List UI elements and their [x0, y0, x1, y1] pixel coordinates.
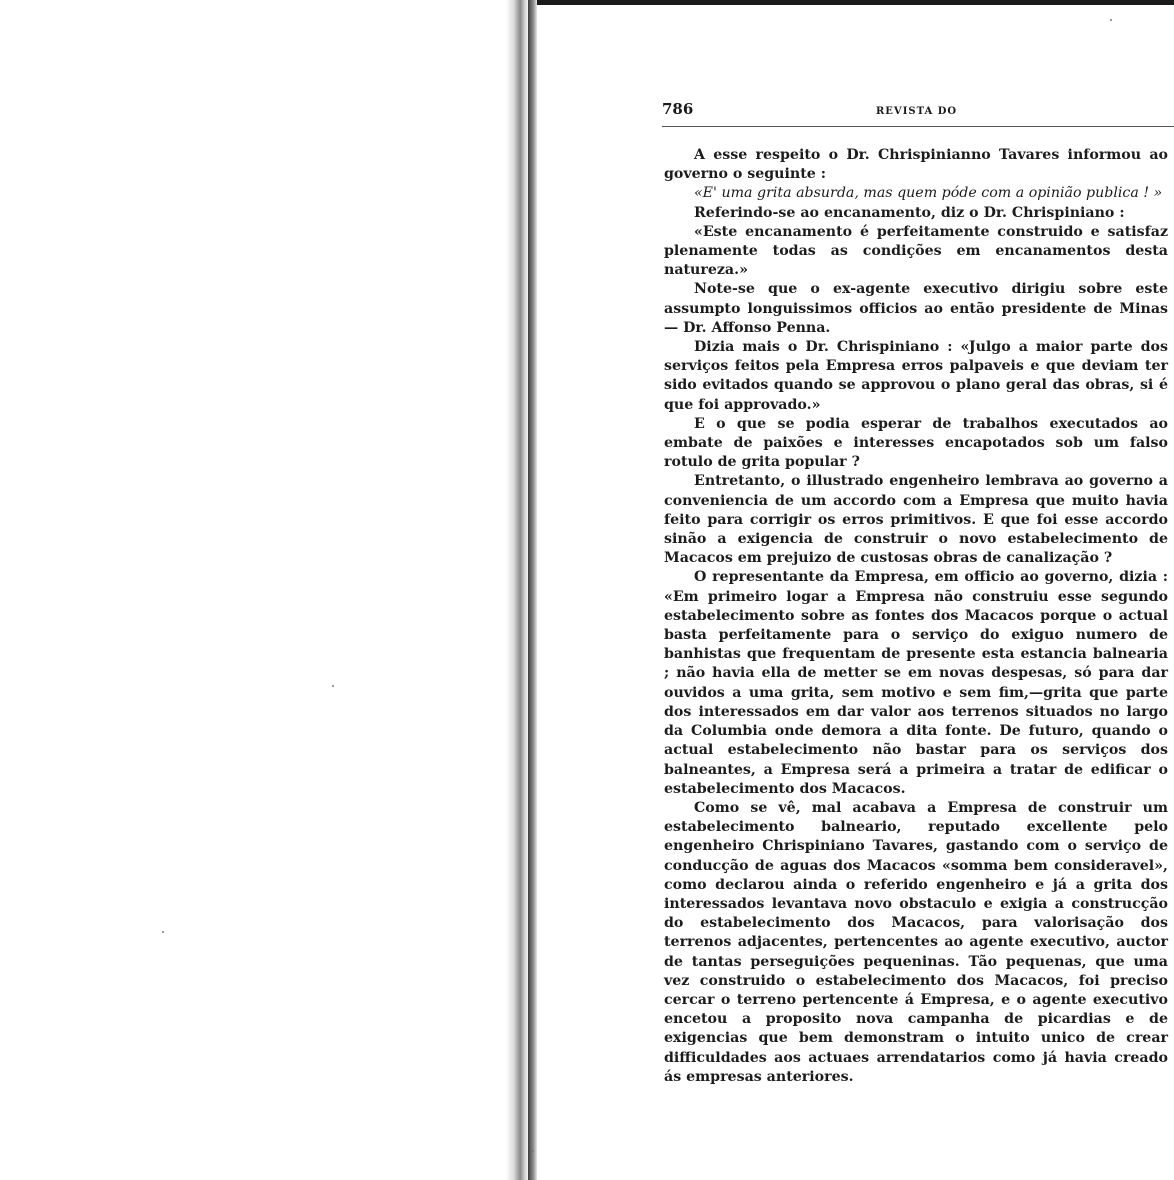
paragraph: Dizia mais o Dr. Chrispiniano : «Julgo a maior parte dos serviços feitos pela Empresa erros palpaveis e que deviam ter sido evitados quando se approvou o plano geral das obras, si é que foi approvado.» [664, 339, 1168, 413]
book-spine-shadow [506, 0, 528, 1180]
page-number: 786 [662, 100, 694, 118]
paragraph: Como se vê, mal acabava a Empresa de construir um estabelecimento balneario, reputado excellente pelo engenheiro Chrispiniano Tavares, gastando com o serviço de conducção de aguas dos Macacos «somma bem consideravel», como declarou ainda o referido engenheiro e já a grita dos interessados levantava novo obstaculo e exigia a construcção do estabelecimento dos Macacos, para valorisação dos terrenos adjacentes, pertencentes ao agente executivo, auctor de tantas perseguições pequeninas. Tão pequenas, que uma vez construido o estabelecimento dos Macacos, foi preciso cercar o terreno pertencente á Empresa, e o agente executivo encetou a proposito nova campanha de picardias e de exigencias que bem demonstram o intuito unico de crear difficuldades aos actuaes arrendatarios como já havia creado ás empresas anteriores. [664, 799, 1168, 1085]
running-title: REVISTA DO [876, 106, 958, 117]
scan-speck [162, 931, 164, 933]
header-rule [662, 126, 1174, 127]
paragraph: A esse respeito o Dr. Chrispinianno Tavares informou ao governo o seguinte : [664, 147, 1168, 183]
paragraph: «Este encanamento é perfeitamente construido e satisfaz plenamente todas as condições em encanamentos desta natureza.» [664, 223, 1168, 279]
paragraph: Referindo-se ao encanamento, diz o Dr. Chrispiniano : [694, 204, 1125, 221]
quoted-paragraph: «E' uma grita absurda, mas quem póde com a opinião publica ! » [694, 185, 1163, 202]
scan-speck [332, 685, 334, 687]
paragraph: O representante da Empresa, em officio ao governo, dizia : «Em primeiro logar a Empresa não construiu esse segundo estabelecimento sobre as fontes dos Macacos porque o actual basta perfeitamente para o serviço do exiguo numero de banhistas que frequentam de presente esta estancia balnearia ; não havia ella de metter se em novas despesas, só para dar ouvidos a uma grita, sem motivo e sem fim,—grita que parte dos interessados em dar valor aos terrenos situados no largo da Columbia onde demora a dita fonte. De futuro, quando o actual estabelecimento não bastar para os serviços dos balneantes, a Empresa será a primeira a tratar de edificar o estabelecimento dos Macacos. [664, 569, 1168, 797]
scan-speck [1110, 19, 1112, 21]
top-edge-rule [536, 0, 1174, 5]
paragraph: Note-se que o ex-agente executivo dirigiu sobre este assumpto longuissimos officios ao então presidente de Minas — Dr. Affonso Penna. [664, 281, 1168, 336]
scan-speck [532, 1150, 534, 1152]
book-spine-edge [528, 0, 537, 1180]
paragraph: E o que se podia esperar de trabalhos executados ao embate de paixões e interesses encapotados sob um falso rotulo de grita popular ? [664, 415, 1168, 471]
article-body [664, 146, 1168, 1087]
page-header [662, 100, 1174, 122]
paragraph: Entretanto, o illustrado engenheiro lembrava ao governo a conveniencia de um accordo com a Empresa que muito havia feito para corrigir os erros primitivos. E que foi esse accordo sinão a exigencia de construir o novo estabelecimento de Macacos em prejuizo de custosas obras de canalização ? [664, 473, 1168, 567]
